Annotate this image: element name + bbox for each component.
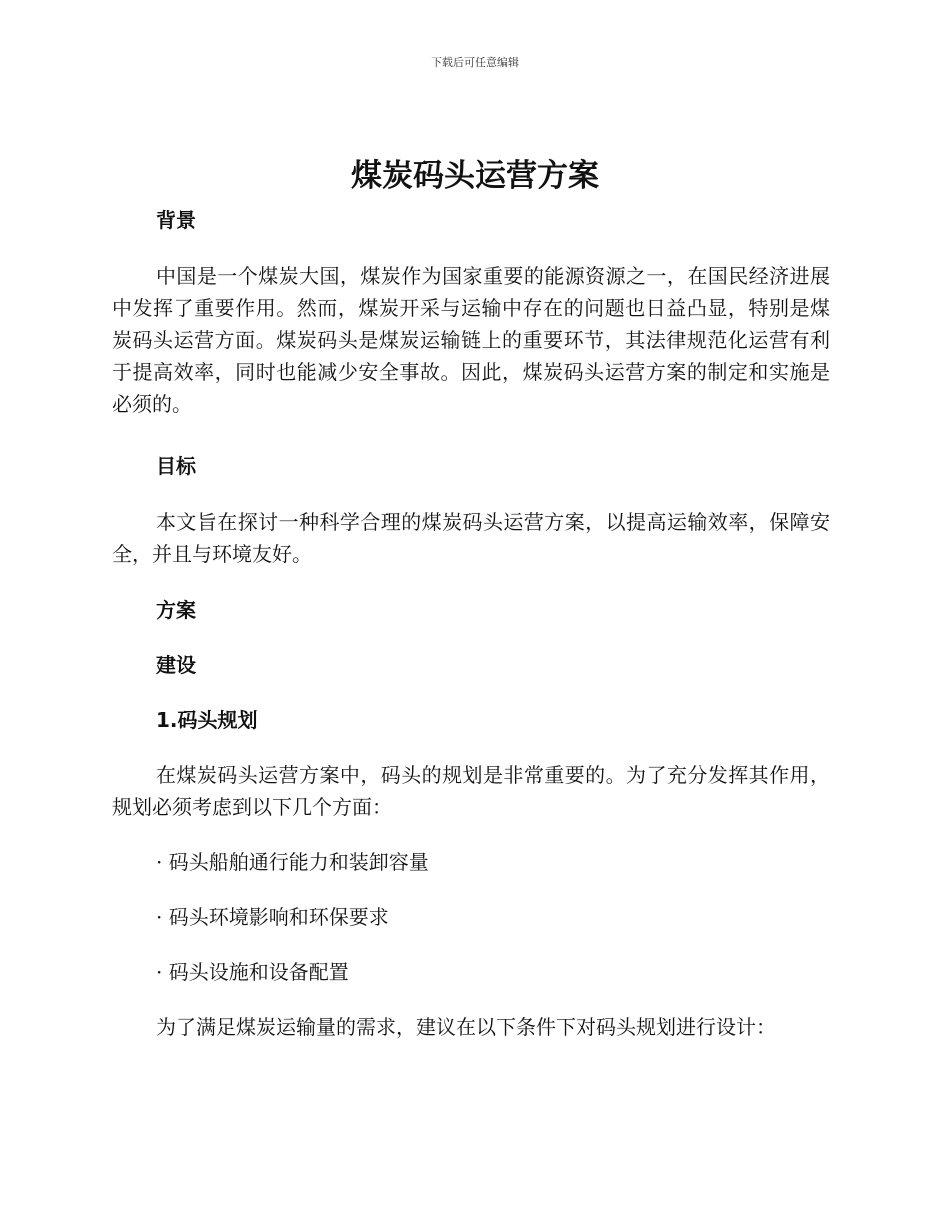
closing-paragraph: 为了满足煤炭运输量的需求，建议在以下条件下对码头规划进行设计： [156, 1015, 776, 1039]
goal-heading: 目标 [156, 454, 196, 478]
build-heading: 建设 [156, 653, 196, 677]
bullet-item: · 码头环境影响和环保要求 [156, 905, 389, 929]
document-title: 煤炭码头运营方案 [351, 158, 599, 194]
background-paragraph: 中国是一个煤炭大国，煤炭作为国家重要的能源资源之一，在国民经济进展中发挥了重要作用。然而，煤炭开采与运输中存在的问题也日益凸显，特别是煤炭码头运营方面。煤炭码头是煤炭运输链上的重要环节，其法律规范化运营有利于提高效率，同时也能减少安全事故。因此，煤炭码头运营方案的制定和实施是必须的。 [112, 264, 830, 416]
plan-heading: 方案 [156, 598, 196, 622]
bullet-item: · 码头设施和设备配置 [156, 960, 349, 984]
planning-paragraph: 在煤炭码头运营方案中，码头的规划是非常重要的。为了充分发挥其作用，规划必须考虑到以下几个方面： [112, 763, 830, 819]
document-body [112, 204, 830, 1043]
bullet-item: · 码头船舶通行能力和装卸容量 [156, 850, 429, 874]
header-note: 下载后可任意编辑 [431, 56, 519, 69]
goal-paragraph: 本文旨在探讨一种科学合理的煤炭码头运营方案，以提高运输效率，保障安全，并且与环境友好。 [112, 510, 830, 566]
background-heading: 背景 [156, 208, 196, 232]
dock-planning-heading: 1.码头规划 [156, 708, 258, 732]
